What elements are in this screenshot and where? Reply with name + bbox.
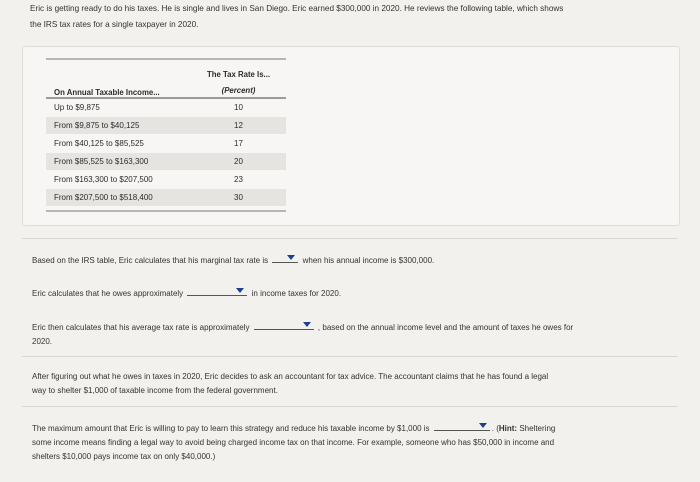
advice-line-2: way to shelter $1,000 of taxable income from the federal government. — [32, 386, 278, 395]
marginal-rate-dropdown[interactable] — [272, 252, 298, 263]
q4-text-line2: some income means finding a legal way to avoid being charged income tax on that income. For example, someone who has $50,000 in income and — [32, 438, 555, 447]
q1-text-before: Based on the IRS table, Eric calculates that his marginal tax rate is — [32, 256, 269, 265]
q4-text-after-post: Sheltering — [517, 424, 556, 433]
row-rate: 20 — [234, 157, 243, 166]
chevron-down-icon — [236, 288, 244, 293]
section-divider — [22, 406, 678, 407]
q3-text-before: Eric then calculates that his average tax rate is approximately — [32, 323, 250, 332]
q1-text-after: when his annual income is $300,000. — [302, 256, 435, 265]
row-rate: 12 — [234, 121, 243, 130]
advice-line-1: After figuring out what he owes in taxes in 2020, Eric decides to ask an accountant for tax advice. The accountant claims that he has found a legal — [32, 372, 549, 381]
max-payment-dropdown[interactable] — [434, 420, 490, 431]
header-income: On Annual Taxable Income... — [54, 88, 160, 97]
chevron-down-icon — [479, 423, 487, 428]
question-taxes-owed — [32, 285, 341, 301]
section-divider — [22, 238, 678, 239]
q3-text-after: , based on the annual income level and the amount of taxes he owes for — [317, 323, 574, 332]
question-average-rate — [32, 319, 672, 349]
table-bottom-rule — [46, 210, 286, 212]
table-header — [46, 66, 286, 96]
row-rate: 17 — [234, 139, 243, 148]
row-range: From $85,525 to $163,300 — [54, 157, 149, 166]
row-rate: 10 — [234, 103, 243, 112]
row-rate: 23 — [234, 175, 243, 184]
row-range: Up to $9,875 — [54, 103, 100, 112]
table-top-rule — [46, 58, 286, 60]
q2-text-after: in income taxes for 2020. — [251, 289, 342, 298]
row-range: From $9,875 to $40,125 — [54, 121, 140, 130]
row-range: From $40,125 to $85,525 — [54, 139, 144, 148]
header-rate-unit: (Percent) — [221, 86, 256, 95]
chevron-down-icon — [287, 255, 295, 260]
table-row — [46, 153, 286, 170]
q3-text-line2: 2020. — [32, 337, 53, 346]
row-range: From $163,300 to $207,500 — [54, 175, 153, 184]
average-rate-dropdown[interactable] — [254, 319, 314, 330]
taxes-owed-dropdown[interactable] — [187, 285, 247, 296]
chevron-down-icon — [303, 322, 311, 327]
header-rate: The Tax Rate Is... — [206, 70, 271, 79]
intro-line-2: the IRS tax rates for a single taxpayer in 2020. — [30, 20, 199, 29]
intro-line-1: Eric is getting ready to do his taxes. He is single and lives in San Diego. Eric earned $300,000 in 2020. He reviews the following table, which shows — [30, 4, 564, 13]
table-row — [46, 171, 286, 188]
table-row — [46, 135, 286, 152]
table-row — [46, 99, 286, 116]
hint-label: Hint: — [498, 424, 518, 433]
section-divider — [22, 356, 678, 357]
question-marginal-rate — [32, 252, 434, 268]
advice-paragraph — [32, 370, 672, 398]
q2-text-before: Eric calculates that he owes approximately — [32, 289, 184, 298]
q4-text-before: The maximum amount that Eric is willing to pay to learn this strategy and reduce his taxable income by $1,000 is — [32, 424, 430, 433]
q4-text-after-pre: . ( — [491, 424, 499, 433]
row-range: From $207,500 to $518,400 — [54, 193, 153, 202]
row-rate: 30 — [234, 193, 243, 202]
table-row — [46, 117, 286, 134]
table-row — [46, 189, 286, 206]
intro-text — [30, 1, 680, 33]
question-max-payment — [32, 420, 672, 464]
q4-text-line3: shelters $10,000 pays income tax on only $40,000.) — [32, 452, 216, 461]
